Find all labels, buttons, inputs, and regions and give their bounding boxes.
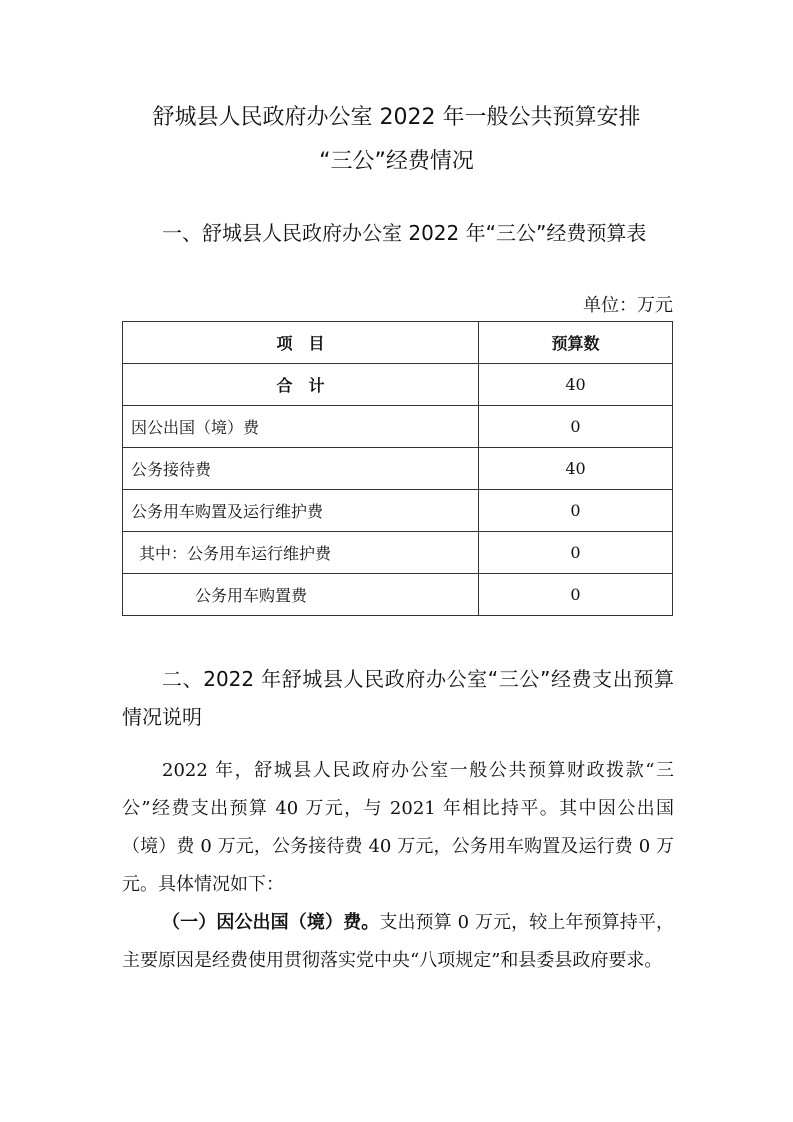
row-value: 0 [479,490,673,532]
row-item: 公务用车购置费 [123,574,479,616]
paragraph-2 [122,904,674,980]
row-item: 合 计 [123,364,479,406]
title-line-2: “三公”经费情况 [319,149,474,174]
row-item: 其中：公务用车运行维护费 [123,532,479,574]
paragraph-2-body: 支出预算 0 万元，较上年预算持平，主要原因是经费使用贯彻落实党中央“八项规定”和县委县政府要求。 [122,912,674,971]
table-row [123,406,673,448]
row-item: 公务接待费 [123,448,479,490]
table-header-row [123,322,673,364]
row-value: 0 [479,532,673,574]
table-row [123,532,673,574]
table-row [123,490,673,532]
section-2-heading: 二、2022 年舒城县人民政府办公室“三公”经费支出预算情况说明 [122,667,674,729]
table-row [123,448,673,490]
row-value: 40 [479,364,673,406]
unit-label: 单位：万元 [583,295,673,316]
paragraph-2-lead: （一）因公出国（境）费。 [162,912,380,933]
section-1-heading: 一、舒城县人民政府办公室 2022 年“三公”经费预算表 [162,221,647,245]
table-row [123,364,673,406]
budget-table [122,321,673,616]
document-title [60,96,733,184]
table-row [123,574,673,616]
title-line-1: 舒城县人民政府办公室 2022 年一般公共预算安排 [152,105,641,130]
row-item: 因公出国（境）费 [123,406,479,448]
row-value: 0 [479,574,673,616]
row-value: 0 [479,406,673,448]
header-item: 项 目 [123,322,479,364]
row-item: 公务用车购置及运行维护费 [123,490,479,532]
header-value: 预算数 [479,322,673,364]
row-value: 40 [479,448,673,490]
paragraph-1: 2022 年，舒城县人民政府办公室一般公共预算财政拨款“三公”经费支出预算 40 万元，与 2021 年相比持平。其中因公出国（境）费 0 万元，公务接待费 40 万元，公务用车购置及运行费 0 万元。具体情况如下： [122,760,674,895]
